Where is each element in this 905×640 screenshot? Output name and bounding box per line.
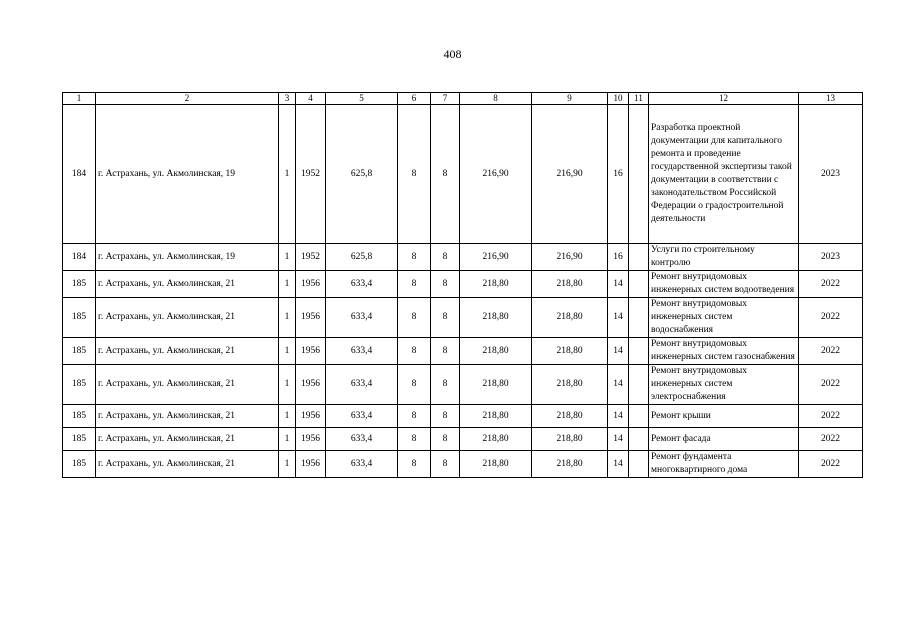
year-built-cell: 1956: [296, 298, 326, 338]
cell-col6: 8: [398, 271, 431, 298]
header-cell: 7: [431, 93, 460, 105]
plan-year-cell: 2022: [799, 451, 863, 478]
cell-col8: 218,80: [460, 365, 532, 405]
cell-col8: 218,80: [460, 271, 532, 298]
header-cell: 12: [649, 93, 799, 105]
year-built-cell: 1956: [296, 451, 326, 478]
repair-schedule-table: [62, 92, 863, 478]
year-built-cell: 1952: [296, 105, 326, 244]
work-type-cell: Ремонт внутридомовых инженерных систем водоотведения: [649, 271, 799, 298]
cell-col6: 8: [398, 298, 431, 338]
cell-col10: 14: [608, 428, 629, 451]
plan-year-cell: 2022: [799, 428, 863, 451]
year-built-cell: 1952: [296, 244, 326, 271]
cell-col7: 8: [431, 244, 460, 271]
plan-year-cell: 2022: [799, 405, 863, 428]
cell-col8: 218,80: [460, 338, 532, 365]
header-cell: 1: [63, 93, 96, 105]
cell-col11: [629, 105, 649, 244]
year-built-cell: 1956: [296, 365, 326, 405]
cell-col3: 1: [279, 105, 296, 244]
table-row: [63, 428, 863, 451]
cell-col9: 218,80: [532, 298, 608, 338]
address-cell: г. Астрахань, ул. Акмолинская, 21: [96, 338, 279, 365]
plan-year-cell: 2022: [799, 271, 863, 298]
cell-col10: 16: [608, 244, 629, 271]
header-cell: 2: [96, 93, 279, 105]
cell-col9: 218,80: [532, 271, 608, 298]
cell-col10: 14: [608, 338, 629, 365]
address-cell: г. Астрахань, ул. Акмолинская, 21: [96, 428, 279, 451]
work-type-cell: Услуги по строительному контролю: [649, 244, 799, 271]
cell-col10: 16: [608, 105, 629, 244]
cell-col10: 14: [608, 405, 629, 428]
row-number: 185: [63, 298, 96, 338]
cell-col9: 218,80: [532, 365, 608, 405]
table-row: [63, 298, 863, 338]
area-cell: 633,4: [326, 451, 398, 478]
year-built-cell: 1956: [296, 338, 326, 365]
work-type-cell: Ремонт крыши: [649, 405, 799, 428]
area-cell: 633,4: [326, 298, 398, 338]
cell-col9: 218,80: [532, 338, 608, 365]
cell-col10: 14: [608, 271, 629, 298]
cell-col3: 1: [279, 451, 296, 478]
cell-col11: [629, 338, 649, 365]
area-cell: 633,4: [326, 405, 398, 428]
cell-col3: 1: [279, 338, 296, 365]
address-cell: г. Астрахань, ул. Акмолинская, 19: [96, 105, 279, 244]
header-cell: 8: [460, 93, 532, 105]
row-number: 184: [63, 244, 96, 271]
cell-col6: 8: [398, 105, 431, 244]
cell-col8: 216,90: [460, 105, 532, 244]
cell-col10: 14: [608, 365, 629, 405]
area-cell: 633,4: [326, 428, 398, 451]
cell-col7: 8: [431, 338, 460, 365]
cell-col7: 8: [431, 271, 460, 298]
table-row: [63, 451, 863, 478]
address-cell: г. Астрахань, ул. Акмолинская, 21: [96, 271, 279, 298]
cell-col11: [629, 244, 649, 271]
header-cell: 3: [279, 93, 296, 105]
plan-year-cell: 2023: [799, 105, 863, 244]
cell-col8: 216,90: [460, 244, 532, 271]
header-cell: 11: [629, 93, 649, 105]
cell-col11: [629, 428, 649, 451]
year-built-cell: 1956: [296, 428, 326, 451]
cell-col11: [629, 271, 649, 298]
page-number: 408: [443, 47, 462, 61]
row-number: 184: [63, 105, 96, 244]
cell-col6: 8: [398, 365, 431, 405]
work-type-cell: Разработка проектной документации для капитального ремонта и проведение государственной экспертизы такой документации в соответствии с законодательством Российской Федерации о градостроительной деятельности: [649, 105, 799, 244]
cell-col7: 8: [431, 405, 460, 428]
header-cell: 4: [296, 93, 326, 105]
cell-col11: [629, 298, 649, 338]
cell-col7: 8: [431, 365, 460, 405]
area-cell: 625,8: [326, 244, 398, 271]
cell-col3: 1: [279, 428, 296, 451]
cell-col3: 1: [279, 244, 296, 271]
cell-col7: 8: [431, 451, 460, 478]
cell-col9: 216,90: [532, 105, 608, 244]
cell-col7: 8: [431, 428, 460, 451]
cell-col10: 14: [608, 298, 629, 338]
cell-col6: 8: [398, 405, 431, 428]
header-cell: 5: [326, 93, 398, 105]
cell-col8: 218,80: [460, 451, 532, 478]
cell-col11: [629, 405, 649, 428]
row-number: 185: [63, 271, 96, 298]
address-cell: г. Астрахань, ул. Акмолинская, 21: [96, 298, 279, 338]
cell-col9: 218,80: [532, 451, 608, 478]
cell-col6: 8: [398, 244, 431, 271]
plan-year-cell: 2022: [799, 338, 863, 365]
cell-col9: 216,90: [532, 244, 608, 271]
cell-col11: [629, 365, 649, 405]
work-type-cell: Ремонт внутридомовых инженерных систем электроснабжения: [649, 365, 799, 405]
cell-col7: 8: [431, 105, 460, 244]
row-number: 185: [63, 451, 96, 478]
cell-col3: 1: [279, 365, 296, 405]
address-cell: г. Астрахань, ул. Акмолинская, 21: [96, 451, 279, 478]
cell-col7: 8: [431, 298, 460, 338]
plan-year-cell: 2023: [799, 244, 863, 271]
cell-col10: 14: [608, 451, 629, 478]
address-cell: г. Астрахань, ул. Акмолинская, 21: [96, 405, 279, 428]
area-cell: 633,4: [326, 365, 398, 405]
cell-col8: 218,80: [460, 428, 532, 451]
header-cell: 9: [532, 93, 608, 105]
address-cell: г. Астрахань, ул. Акмолинская, 21: [96, 365, 279, 405]
table-row: [63, 271, 863, 298]
header-cell: 6: [398, 93, 431, 105]
table-row: [63, 338, 863, 365]
address-cell: г. Астрахань, ул. Акмолинская, 19: [96, 244, 279, 271]
header-cell: 10: [608, 93, 629, 105]
area-cell: 633,4: [326, 338, 398, 365]
cell-col9: 218,80: [532, 405, 608, 428]
year-built-cell: 1956: [296, 405, 326, 428]
cell-col9: 218,80: [532, 428, 608, 451]
work-type-cell: Ремонт внутридомовых инженерных систем газоснабжения: [649, 338, 799, 365]
area-cell: 625,8: [326, 105, 398, 244]
area-cell: 633,4: [326, 271, 398, 298]
work-type-cell: Ремонт фасада: [649, 428, 799, 451]
cell-col3: 1: [279, 405, 296, 428]
header-cell: 13: [799, 93, 863, 105]
cell-col3: 1: [279, 298, 296, 338]
cell-col3: 1: [279, 271, 296, 298]
cell-col8: 218,80: [460, 405, 532, 428]
cell-col6: 8: [398, 451, 431, 478]
plan-year-cell: 2022: [799, 365, 863, 405]
row-number: 185: [63, 365, 96, 405]
cell-col6: 8: [398, 338, 431, 365]
row-number: 185: [63, 428, 96, 451]
year-built-cell: 1956: [296, 271, 326, 298]
work-type-cell: Ремонт фундамента многоквартирного дома: [649, 451, 799, 478]
row-number: 185: [63, 405, 96, 428]
cell-col8: 218,80: [460, 298, 532, 338]
table-row: [63, 365, 863, 405]
row-number: 185: [63, 338, 96, 365]
table-row: [63, 105, 863, 244]
table-row: [63, 405, 863, 428]
cell-col11: [629, 451, 649, 478]
table-row: [63, 244, 863, 271]
work-type-cell: Ремонт внутридомовых инженерных систем водоснабжения: [649, 298, 799, 338]
plan-year-cell: 2022: [799, 298, 863, 338]
cell-col6: 8: [398, 428, 431, 451]
column-number-row: [63, 93, 863, 105]
